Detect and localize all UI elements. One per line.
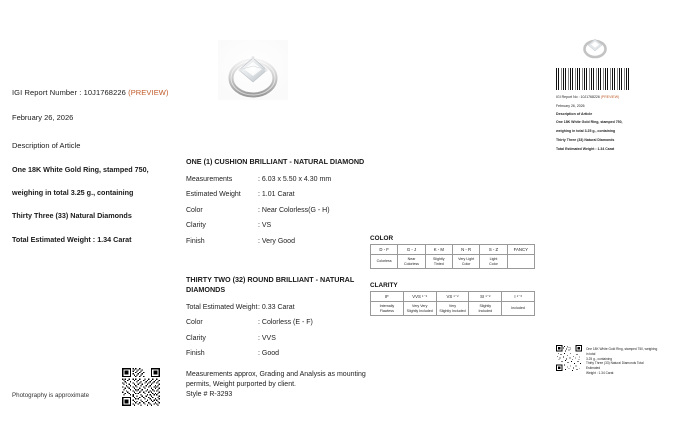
detail-row — [186, 304, 366, 311]
mini-description-line-3: Thirty Three (33) Natural Diamonds — [556, 137, 615, 142]
qr-caption-line-3: Thirty Three (33) Natural Diamonds Total Estimated — [586, 361, 644, 371]
description-heading: Description of Article — [12, 141, 81, 150]
clarity-head-cell: SI ¹⁻² — [469, 292, 502, 302]
mini-report-number — [556, 95, 648, 100]
color-sub-cell: Slightly Tinted — [425, 255, 452, 269]
color-scale-block — [370, 235, 535, 269]
clarity-scale-table — [370, 291, 535, 316]
clarity-head-cell: IF — [371, 292, 404, 302]
qr-caption-line-2: 3.25 g., containing — [586, 356, 613, 361]
detail-key: Total Estimated Weight — [186, 303, 258, 311]
color-scale-table — [370, 244, 535, 269]
detail-key: Estimated Weight — [186, 191, 241, 199]
clarity-sub-cell: Included — [502, 302, 535, 316]
detail-value: : Good — [258, 350, 280, 358]
table-row — [371, 302, 535, 316]
mini-description-line-2: weighing in total 3.25 g., containing — [556, 129, 616, 134]
detail-value: : VS — [258, 222, 272, 230]
clarity-scale-label: CLARITY — [370, 282, 398, 289]
qr-caption-line-4: Weight : 1.34 Carat — [586, 370, 614, 375]
qr-caption-line-1: One 18K White Gold Ring, stamped 750, weighing in total — [586, 347, 658, 356]
mini-report-date: February 26, 2026 — [556, 103, 585, 108]
center-details-column — [186, 157, 366, 401]
block2-title-line2: DIAMONDS — [186, 284, 226, 294]
left-report-column — [12, 88, 177, 259]
mini-preview-tag: (PREVIEW) — [600, 95, 620, 99]
detail-value: : Very Good — [258, 237, 295, 245]
clarity-sub-cell: Very Slightly Included — [436, 302, 469, 316]
detail-key: Clarity — [186, 334, 206, 342]
color-head-cell: N - R — [452, 245, 479, 255]
color-sub-cell — [507, 255, 534, 269]
detail-row — [186, 319, 366, 326]
grading-scales — [370, 235, 535, 329]
clarity-head-cell: VS ¹⁻² — [436, 292, 469, 302]
mini-description-line-4: Total Estimated Weight : 1.34 Carat — [556, 146, 615, 151]
detail-row — [186, 350, 366, 357]
footnote-line-2: permits, Weight purported by client. — [186, 381, 296, 389]
table-row — [371, 245, 535, 255]
description-line-3: Thirty Three (33) Natural Diamonds — [12, 211, 132, 221]
qr-code-secondary[interactable] — [556, 345, 582, 371]
color-head-cell: FANCY — [507, 245, 534, 255]
detail-value: : Colorless (E - F) — [258, 319, 313, 327]
footnote — [186, 370, 366, 400]
detail-row — [186, 176, 366, 183]
color-sub-cell: Near Colorless — [398, 255, 425, 269]
detail-row — [186, 207, 366, 214]
detail-key: Finish — [186, 350, 205, 358]
detail-key: Finish — [186, 237, 205, 245]
color-sub-cell: Very Light Color — [452, 255, 479, 269]
detail-key: Color — [186, 319, 203, 327]
detail-row — [186, 335, 366, 342]
detail-key: Measurements — [186, 175, 233, 183]
mini-report-panel — [556, 95, 648, 155]
description-line-2: weighing in total 3.25 g., containing — [12, 188, 134, 198]
color-sub-cell: Light Color — [480, 255, 507, 269]
barcode — [556, 68, 630, 90]
mini-description-heading: Description of Article — [556, 112, 593, 117]
detail-row — [186, 191, 366, 198]
description-line-4: Total Estimated Weight : 1.34 Carat — [12, 234, 132, 244]
clarity-sub-cell: Slightly Included — [469, 302, 502, 316]
clarity-sub-cell: Internally Flawless — [371, 302, 404, 316]
clarity-head-cell: VVS ¹⁻² — [403, 292, 436, 302]
clarity-scale-block — [370, 282, 535, 316]
clarity-head-cell: I ¹⁻³ — [502, 292, 535, 302]
color-head-cell: S - Z — [480, 245, 507, 255]
color-sub-cell: Colorless — [371, 255, 398, 269]
color-scale-label: COLOR — [370, 235, 394, 242]
detail-value: : Near Colorless(G - H) — [258, 206, 330, 214]
block2-title-line1: THIRTY TWO (32) ROUND BRILLIANT - NATURAL — [186, 275, 355, 285]
ring-photo-main — [218, 40, 288, 100]
photography-note: Photography is approximate — [12, 392, 90, 399]
detail-key: Color — [186, 206, 203, 214]
mini-description-line-1: One 18K White Gold Ring, stamped 750, — [556, 120, 623, 125]
footnote-line-1: Measurements approx, Grading and Analysis as mounting — [186, 371, 366, 379]
section-spacer — [186, 253, 366, 275]
detail-row — [186, 222, 366, 229]
report-number-line — [12, 88, 177, 97]
block2-title — [186, 275, 366, 294]
qr-code-main[interactable] — [122, 368, 160, 406]
color-head-cell: D - F — [371, 245, 398, 255]
footnote-line-3: Style # R-3293 — [186, 391, 233, 399]
qr-caption — [586, 347, 658, 376]
table-row — [371, 292, 535, 302]
report-date: February 26, 2026 — [12, 113, 74, 122]
preview-tag: (PREVIEW) — [128, 88, 169, 97]
color-head-cell: K - M — [425, 245, 452, 255]
clarity-sub-cell: Very Very Slightly Included — [403, 302, 436, 316]
report-number-label: IGI Report Number : 10J1768226 — [12, 88, 126, 97]
detail-value: : 1.01 Carat — [258, 191, 295, 199]
color-head-cell: G - J — [398, 245, 425, 255]
detail-key: Clarity — [186, 222, 206, 230]
detail-value: : VVS — [258, 334, 276, 342]
detail-value: : 6.03 x 5.50 x 4.30 mm — [258, 175, 332, 183]
description-line-1: One 18K White Gold Ring, stamped 750, — [12, 165, 149, 174]
block1-title: ONE (1) CUSHION BRILLIANT - NATURAL DIAMOND — [186, 157, 365, 166]
ring-photo-thumbnail — [578, 30, 612, 60]
detail-value: : 0.33 Carat — [258, 303, 295, 311]
table-row — [371, 255, 535, 269]
mini-report-number-label: IGI Report No : 10J1768226 — [556, 95, 600, 99]
detail-row — [186, 238, 366, 245]
